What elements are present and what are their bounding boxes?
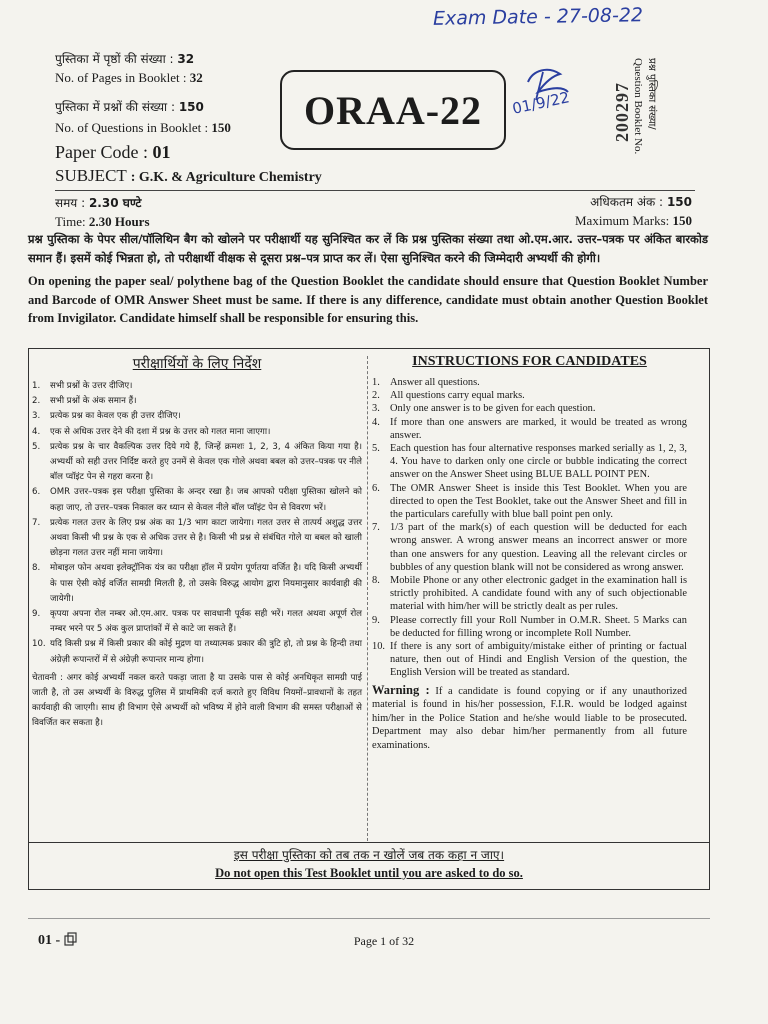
booklet-code: ORAA-22 (280, 70, 506, 150)
instruction-english-item-number: 5. (372, 443, 380, 455)
booklet-number: 200297 (612, 82, 632, 142)
instruction-hindi-item-text: सभी प्रश्नों के अंक समान हैं। (50, 396, 137, 407)
instruction-english-item-text: Only one answer is to be given for each question. (390, 403, 596, 415)
pages-english: No. of Pages in Booklet : 32 (55, 70, 203, 85)
instruction-hindi-item-text: प्रत्येक प्रश्न का केवल एक ही उत्तर दीजिए। (50, 411, 181, 422)
instruction-hindi-item-text: यदि किसी प्रश्न में किसी प्रकार की कोई मुद्रण या तथ्यात्मक प्रकार की त्रुटि हो, तो प्रश्न के हिन्दी तथा अंग्रेज़ी रूपान्तरों में से अंग्रेज़ी रूपान्तर मान्य होगा। (50, 639, 362, 665)
stamp-date: 01/9/22 (510, 88, 572, 118)
instruction-english-item (372, 416, 687, 442)
instruction-hindi-item-text: प्रत्येक गलत उत्तर के लिए प्रश्न अंक का 1/3 भाग काटा जायेगा। गलत उत्तर से तात्पर्य अशुद्ध उत्तर अथवा किसी भी प्रश्न के एक से अधिक उत्तर से है। किसी भी प्रश्न से संबंधित गोले या बबल को खाली छोड़ना गलत उत्तर नहीं माना जायेगा। (50, 517, 362, 559)
instruction-hindi-item-text: कृपया अपना रोल नम्बर ओ.एम.आर. पत्रक पर सावधानी पूर्वक सही भरें। गलत अथवा अपूर्ण रोल नम्बर भरने पर 5 अंक कुल प्राप्तांकों में से काटे जा सकते हैं। (50, 609, 362, 635)
instruction-hindi-item-text: मोबाइल फोन अथवा इलेक्ट्रॉनिक यंत्र का परीक्षा हॉल में प्रयोग पूर्णतया वर्जित है। यदि किसी अभ्यर्थी के पास ऐसी कोई वर्जित सामग्री मिलती है, तो उसके विरुद्ध आयोग द्वारा नियमानुसार कार्यवाही की जायेगी। (50, 563, 362, 604)
page-number: Page 1 of 32 (353, 934, 415, 948)
instruction-hindi-item-number: 7. (32, 517, 41, 528)
subject: SUBJECT : G.K. & Agriculture Chemistry (55, 166, 322, 185)
questions-english: No. of Questions in Booklet : 150 (55, 120, 231, 135)
page-code: 01 - (38, 932, 78, 949)
instruction-english-item-number: 8. (372, 575, 380, 587)
instruction-hindi-item-number: 4. (32, 426, 41, 437)
pages-hindi: पुस्तिका में पृष्ठों की संख्या : 32 (55, 52, 195, 66)
notice-block (28, 230, 708, 328)
instruction-english-item (372, 574, 687, 614)
marks-english: Maximum Marks: 150 (575, 213, 692, 228)
instruction-english-item (372, 614, 687, 640)
questions-hindi: पुस्तिका में प्रश्नों की संख्या : 150 (55, 100, 204, 114)
footer-hindi: इस परीक्षा पुस्तिका को तब तक न खोलें जब तक कहा न जाए। (233, 848, 505, 862)
instruction-hindi-item-number: 10. (32, 639, 46, 650)
footer-english: Do not open this Test Booklet until you are asked to do so. (215, 866, 523, 880)
instruction-english-item-number: 3. (372, 403, 380, 415)
instruction-english-item (372, 482, 687, 522)
instruction-hindi-item-text: OMR उत्तर–पत्रक इस परीक्षा पुस्तिका के अन्दर रखा है। जब आपको परीक्षा पुस्तिका खोलने को कहा जाए, तो उत्तर–पत्रक निकाल कर ध्यान से केवल नीले बॉल प्वॉइंट पेन से विवरण भरें। (50, 487, 362, 513)
instruction-english-item (372, 442, 687, 482)
instruction-english-item-number: 10. (372, 641, 385, 653)
instruction-english-item-number: 7. (372, 522, 380, 534)
column-divider (367, 356, 368, 841)
instruction-hindi-item-number: 2. (32, 396, 41, 407)
time-english: Time: 2.30 Hours (55, 214, 150, 229)
instructions-hindi-title: परीक्षार्थियों के लिए निर्देश (132, 356, 262, 372)
instruction-english-item-number: 2. (372, 390, 380, 402)
instruction-english-item-text: 1/3 part of the mark(s) of each question will be deducted for each wrong answer. A wrong answer means an incorrect answer or more than one answers for any question. Leaving all the relevant circles or bubbles of any question blank will not be considered as wrong answer. (390, 522, 687, 573)
footer-divider (28, 842, 710, 843)
instruction-english-item-number: 6. (372, 482, 380, 494)
instruction-hindi-item-text: एक से अधिक उत्तर देने की दशा में प्रश्न के उत्तर को गलत माना जाएगा। (50, 426, 271, 437)
instruction-hindi-item (32, 379, 362, 394)
instruction-hindi-item-number: 1. (32, 381, 41, 391)
instruction-hindi-item-number: 9. (32, 609, 41, 620)
notice-hindi: प्रश्न पुस्तिका के पेपर सील/पॉलिथिन बैग को खोलने पर परीक्षार्थी यह सुनिश्चित कर लें कि प्रश्न पुस्तिका संख्या तथा ओ.एम.आर. उत्तर–पत्रक पर अंकित बारकोड समान हैं। इसमें कोई भिन्नता हो, तो परीक्षार्थी वीक्षक से दूसरा प्रश्न–पत्र प्राप्त कर लें। ऐसा सुनिश्चित करने की जिम्मेदारी अभ्यर्थी की होगी। (28, 232, 708, 265)
instruction-hindi-item (32, 425, 362, 440)
instruction-hindi-item-text: प्रत्येक प्रश्न के चार वैकल्पिक उत्तर दिये गये हैं, जिन्हें क्रमशः 1, 2, 3, 4 अंकित किया गया है। अभ्यर्थी को सही उत्तर निर्दिष्ट करते हुए उनमें से केवल एक गोले अथवा बबल को उत्तर–पत्रक पर नीले बॉल प्वॉइंट पेन से गहरा करना है। (50, 441, 362, 483)
instruction-hindi-item (32, 440, 362, 486)
instruction-hindi-item (32, 485, 362, 515)
instruction-english-item-number: 1. (372, 377, 380, 388)
instruction-english-item (372, 402, 687, 415)
instruction-hindi-item-text: सभी प्रश्नों के उत्तर दीजिए। (50, 381, 133, 391)
instruction-english-item (372, 640, 687, 680)
instruction-english-item-text: If there is any sort of ambiguity/mistake either of printing or factual nature, then out of Hindi and English Version of the question, the English Version will be treated as standard. (390, 641, 687, 679)
instruction-hindi-item-number: 5. (32, 441, 41, 452)
warning-hindi: चेतावनी : अगर कोई अभ्यर्थी नकल करते पकड़ा जाता है या उसके पास से कोई अनधिकृत सामग्री पाई जाती है, तो उस अभ्यर्थी के विरुद्ध पुलिस में प्राथमिकी दर्ज कराते हुए विविध नियमों–प्रावधानों के तहत कार्यवाही की जाएगी। साथ ही विभाग ऐसे अभ्यर्थी को भविष्य में होने वाली विभाग की समस्त परीक्षाओं से विवर्जित कर सकता है। (32, 672, 362, 728)
divider-line (55, 190, 695, 191)
instruction-english-item-text: The OMR Answer Sheet is inside this Test Booklet. When you are directed to open the Test Booklet, take out the Answer Sheet and fill in the particulars carefully with blue ball point pen only. (390, 482, 687, 521)
instruction-english-item-text: All questions carry equal marks. (390, 390, 525, 402)
instruction-hindi-item-number: 6. (32, 487, 41, 498)
instructions-english-title: INSTRUCTIONS FOR CANDIDATES (412, 354, 647, 369)
instructions-hindi-column (32, 354, 362, 731)
instruction-english-item-text: If more than one answers are marked, it would be treated as wrong answer. (390, 416, 687, 441)
instructions-hindi-list (32, 379, 362, 668)
instruction-hindi-item (32, 394, 362, 409)
side-label-english: Question Booklet No. (632, 58, 644, 155)
instruction-english-item-number: 9. (372, 614, 380, 626)
instruction-english-item (372, 389, 687, 402)
instruction-hindi-item (32, 409, 362, 424)
warning-english-text: If a candidate is found copying or if any unauthorized material is found in his/her possession, F.I.R. would be lodged against him/her in the Police Station and he/she would liable to be prosecuted. Department may also debar him/her permanently from all future examinations. (372, 685, 687, 752)
instruction-english-item (372, 376, 687, 389)
warning-english (372, 684, 687, 753)
instruction-english-item-text: Answer all questions. (390, 377, 480, 388)
instruction-hindi-item-number: 3. (32, 411, 41, 422)
instruction-hindi-item (32, 561, 362, 607)
instructions-english-column (372, 354, 687, 753)
instructions-english-list (372, 376, 687, 680)
instruction-hindi-item (32, 516, 362, 562)
instruction-english-item-text: Please correctly fill your Roll Number in O.M.R. Sheet. 5 Marks can be deducted for filling wrong or incomplete Roll Number. (390, 614, 687, 639)
paper-code: Paper Code : 01 (55, 142, 171, 162)
instruction-hindi-item (32, 637, 362, 667)
side-label-hindi: प्रश्न पुस्तिका संख्या/ (646, 58, 657, 130)
handwritten-exam-date: Exam Date - 27-08-22 (432, 4, 644, 30)
instruction-english-item (372, 521, 687, 574)
warning-label: Warning : (372, 682, 430, 697)
instruction-english-item-text: Mobile Phone or any other electronic gadget in the examination hall is strictly prohibited. A candidate found with any of such objectionable material with him/her will be strictly dealt as per rules. (390, 575, 687, 613)
notice-english: On opening the paper seal/ polythene bag of the Question Booklet the candidate should ensure that Question Booklet Number and Barcode of OMR Answer Sheet must be same. If there is any difference, candidate must obtain another Question Booklet from Invigilator. Candidate himself shall be responsible for ensuring this. (28, 273, 708, 326)
page-bottom-line (28, 918, 710, 919)
instruction-english-item-number: 4. (372, 416, 380, 428)
marks-hindi: अधिकतम अंक : 150 (590, 195, 692, 209)
instruction-hindi-item-number: 8. (32, 563, 41, 574)
instruction-english-item-text: Each question has four alternative responses marked serially as 1, 2, 3, 4. You have to darken only one circle or bubble indicating the correct answer on the Answer Sheet using BLUE BALL POINT PEN. (390, 443, 687, 481)
time-hindi: समय : 2.30 घण्टे (55, 196, 142, 210)
instruction-hindi-item (32, 607, 362, 637)
